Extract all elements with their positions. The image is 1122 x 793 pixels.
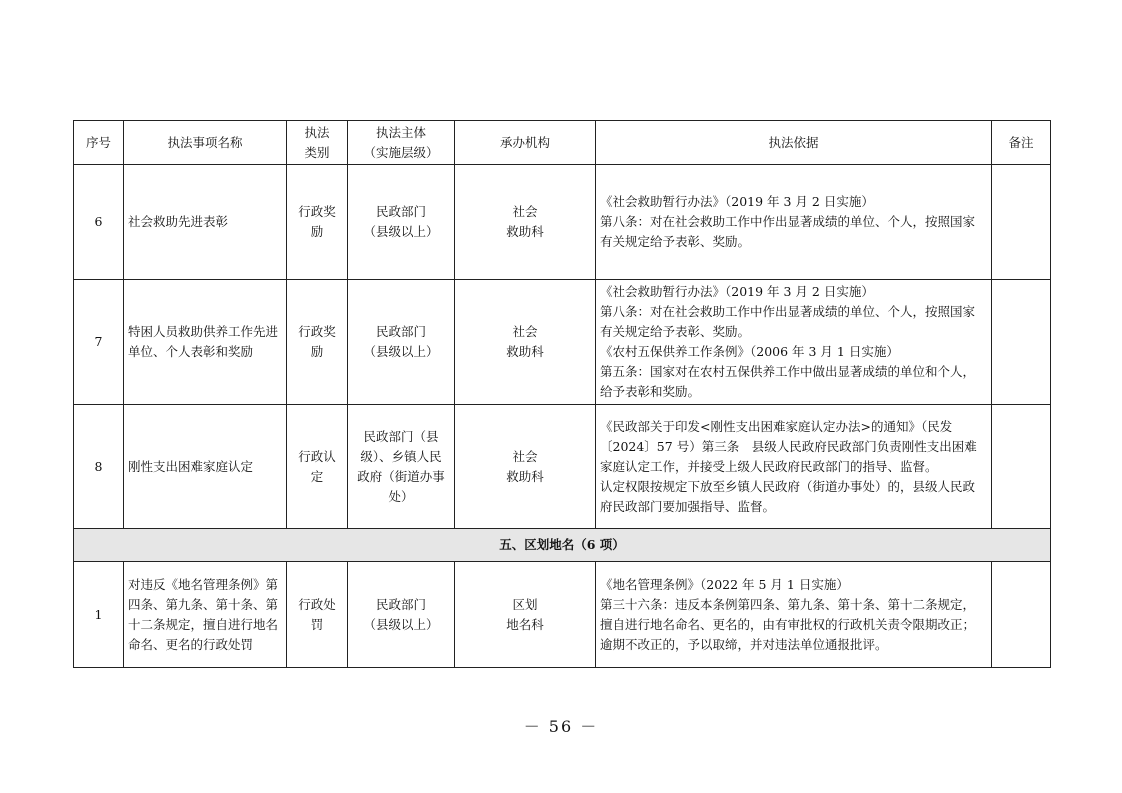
row-agency-line: 社会 [512, 324, 538, 339]
row-agency-line: 救助科 [506, 344, 544, 359]
row-agency-line: 救助科 [506, 468, 544, 484]
basis-paragraph: 《地名管理条例》（2022 年 5 月 1 日实施） [600, 576, 849, 592]
row-subject [348, 562, 455, 668]
row-basis [596, 562, 992, 668]
table-row [74, 165, 1051, 280]
table-row [74, 280, 1051, 405]
basis-paragraph: 第八条：对在社会救助工作中作出显著成绩的单位、个人，按照国家有关规定给予表彰、奖励。 [600, 214, 976, 249]
row-remark [992, 405, 1051, 529]
row-seq: 7 [74, 280, 124, 405]
row-basis [596, 280, 992, 405]
row-category-line: 励 [310, 344, 324, 359]
row-agency [455, 405, 596, 529]
header-name: 执法事项名称 [124, 121, 287, 165]
row-remark [992, 280, 1051, 405]
row-subject-line: （县级以上） [363, 224, 439, 239]
row-agency-line: 区划 [512, 596, 538, 612]
row-category-line: 罚 [310, 616, 324, 632]
enforcement-items-table [73, 120, 1051, 668]
header-subject [348, 121, 455, 165]
basis-paragraph: 第八条：对在社会救助工作中作出显著成绩的单位、个人，按照国家有关规定给予表彰、奖励。 [600, 304, 976, 339]
row-category [287, 165, 348, 280]
basis-paragraph: 《社会救助暂行办法》（2019 年 3 月 2 日实施） [600, 194, 874, 209]
row-subject [348, 405, 455, 529]
row-subject [348, 280, 455, 405]
basis-paragraph: 认定权限按规定下放至乡镇人民政府（街道办事处）的，县级人民政府民政部门要加强指导、监督。 [600, 478, 976, 514]
row-subject-line: （县级以上） [363, 344, 439, 359]
row-subject [348, 165, 455, 280]
table-row [74, 405, 1051, 529]
row-category-line: 定 [310, 468, 324, 484]
header-category [287, 121, 348, 165]
row-basis [596, 165, 992, 280]
row-subject-line: （县级以上） [363, 616, 439, 632]
page-number: － 56 － [523, 717, 599, 736]
row-remark [992, 165, 1051, 280]
row-subject-line: 处） [388, 488, 414, 504]
row-item-name: 对违反《地名管理条例》第四条、第九条、第十条、第十二条规定，擅自进行地名命名、更名的行政处罚 [124, 562, 287, 668]
header-agency: 承办机构 [455, 121, 596, 165]
header-seq: 序号 [74, 121, 124, 165]
row-subject-line: 民政部门 [375, 324, 426, 339]
header-category-line1: 执法 [304, 124, 330, 140]
basis-paragraph: 《社会救助暂行办法》（2019 年 3 月 2 日实施） [600, 284, 874, 299]
row-agency [455, 562, 596, 668]
row-agency-line: 地名科 [506, 616, 544, 632]
row-agency-line: 救助科 [506, 224, 544, 239]
table-header-row [74, 121, 1051, 165]
header-remark: 备注 [992, 121, 1051, 165]
row-subject-line: 级）、乡镇人民 [360, 448, 442, 464]
row-agency-line: 社会 [512, 448, 538, 464]
row-seq: 8 [74, 405, 124, 529]
header-category-line2: 类别 [304, 144, 330, 160]
header-subject-line1: 执法主体 [375, 124, 426, 140]
row-agency [455, 165, 596, 280]
row-category-line: 行政奖 [298, 324, 336, 339]
row-agency-line: 社会 [512, 204, 538, 219]
row-agency [455, 280, 596, 405]
row-subject-line: 民政部门 [375, 596, 426, 612]
row-category [287, 562, 348, 668]
row-basis [596, 405, 992, 529]
row-subject-line: 政府（街道办事 [357, 468, 445, 484]
section-title: 五、区划地名（6 项） [74, 529, 1051, 562]
row-item-name: 特困人员救助供养工作先进单位、个人表彰和奖励 [124, 280, 287, 405]
row-seq: 1 [74, 562, 124, 668]
row-category [287, 280, 348, 405]
basis-paragraph: 第三十六条：违反本条例第四条、第九条、第十条、第十二条规定，擅自进行地名命名、更名的，由有审批权的行政机关责令限期改正；逾期不改正的，予以取缔，并对违法单位通报批评。 [600, 596, 976, 652]
basis-paragraph: 《农村五保供养工作条例》（2006 年 3 月 1 日实施） [600, 344, 899, 359]
row-category-line: 行政奖 [298, 204, 336, 219]
basis-paragraph: 第五条：国家对在农村五保供养工作中做出显著成绩的单位和个人，给予表彰和奖励。 [600, 364, 976, 399]
row-seq: 6 [74, 165, 124, 280]
row-category-line: 行政认 [298, 448, 336, 464]
row-remark [992, 562, 1051, 668]
basis-paragraph: 《民政部关于印发<刚性支出困难家庭认定办法>的通知》（民发〔2024〕57 号）第三条 县级人民政府民政部门负责刚性支出困难家庭认定工作，并接受上级人民政府民政部门的指导、监督。 [600, 418, 977, 474]
header-subject-line2: （实施层级） [363, 144, 439, 160]
table-row [74, 562, 1051, 668]
row-category-line: 行政处 [298, 596, 336, 612]
row-subject-line: 民政部门（县 [363, 428, 439, 444]
row-category [287, 405, 348, 529]
row-subject-line: 民政部门 [375, 204, 426, 219]
header-basis: 执法依据 [596, 121, 992, 165]
row-category-line: 励 [310, 224, 324, 239]
row-item-name: 刚性支出困难家庭认定 [124, 405, 287, 529]
section-header-row [74, 529, 1051, 562]
row-item-name: 社会救助先进表彰 [124, 165, 287, 280]
